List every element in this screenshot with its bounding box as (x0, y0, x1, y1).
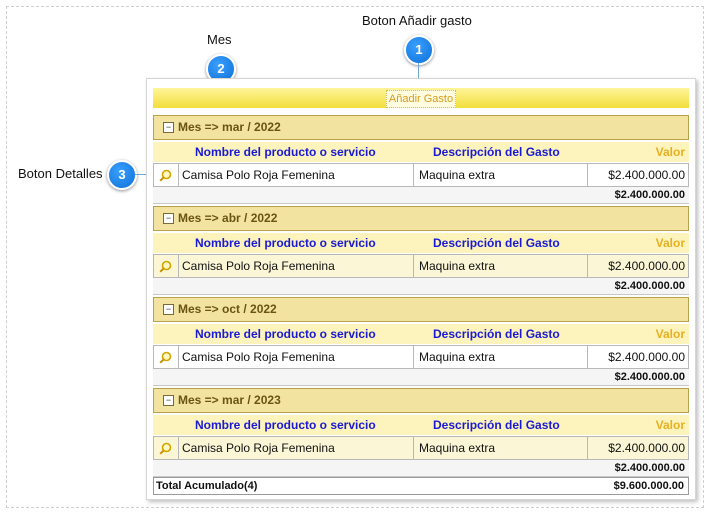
month-title: Mes => oct / 2022 (178, 302, 277, 316)
column-header-value[interactable]: Valor (655, 327, 685, 341)
column-header-name[interactable]: Nombre del producto o servicio (195, 418, 376, 432)
details-cell (154, 255, 179, 277)
minus-collapse-icon[interactable]: − (163, 304, 174, 315)
column-header-description[interactable]: Descripción del Gasto (433, 418, 560, 432)
add-expense-button[interactable]: Añadir Gasto (386, 90, 456, 108)
description-cell: Maquina extra (414, 255, 588, 277)
product-name-cell: Camisa Polo Roja Femenina (178, 255, 414, 277)
value-cell: $2.400.000.00 (608, 441, 685, 455)
details-cell (154, 346, 179, 368)
table-row (153, 345, 689, 369)
callout-details-label: Boton Detalles (18, 166, 103, 181)
callout-2-badge: 2 (206, 54, 236, 84)
callout-add-label: Boton Añadir gasto (362, 13, 472, 28)
column-header-row (153, 415, 689, 435)
column-header-name[interactable]: Nombre del producto o servicio (195, 327, 376, 341)
callout-1-badge: 1 (404, 35, 434, 65)
description-cell: Maquina extra (414, 437, 588, 459)
month-group-header[interactable] (153, 206, 689, 231)
callout-3-badge: 3 (107, 160, 137, 190)
month-title: Mes => mar / 2023 (178, 393, 281, 407)
value-cell: $2.400.000.00 (608, 168, 685, 182)
column-header-value[interactable]: Valor (655, 145, 685, 159)
product-name-cell: Camisa Polo Roja Femenina (178, 346, 414, 368)
month-title: Mes => abr / 2022 (178, 211, 278, 225)
grand-total-label: Total Acumulado(4) (156, 480, 258, 492)
table-row (153, 163, 689, 187)
toolbar (153, 88, 689, 108)
month-group-header[interactable] (153, 115, 689, 140)
column-header-description[interactable]: Descripción del Gasto (433, 236, 560, 250)
table-row (153, 254, 689, 278)
product-name-cell: Camisa Polo Roja Femenina (178, 164, 414, 186)
magnifier-icon[interactable] (159, 260, 172, 273)
magnifier-icon[interactable] (159, 442, 172, 455)
description-cell: Maquina extra (414, 164, 588, 186)
group-subtotal: $2.400.000.00 (153, 187, 689, 204)
grand-total-row (153, 477, 689, 495)
minus-collapse-icon[interactable]: − (163, 395, 174, 406)
column-header-row (153, 142, 689, 162)
column-header-name[interactable]: Nombre del producto o servicio (195, 236, 376, 250)
value-cell: $2.400.000.00 (608, 350, 685, 364)
group-subtotal: $2.400.000.00 (153, 278, 689, 295)
magnifier-icon[interactable] (159, 169, 172, 182)
callout-month-label: Mes (207, 32, 232, 47)
month-group-header[interactable] (153, 297, 689, 322)
table-row (153, 436, 689, 460)
minus-collapse-icon[interactable]: − (163, 122, 174, 133)
details-cell (154, 164, 179, 186)
month-group-header[interactable] (153, 388, 689, 413)
column-header-value[interactable]: Valor (655, 418, 685, 432)
grand-total-value: $9.600.000.00 (613, 480, 684, 492)
column-header-name[interactable]: Nombre del producto o servicio (195, 145, 376, 159)
magnifier-icon[interactable] (159, 351, 172, 364)
details-cell (154, 437, 179, 459)
expenses-panel (146, 78, 696, 500)
column-header-row (153, 233, 689, 253)
description-cell: Maquina extra (414, 346, 588, 368)
value-cell: $2.400.000.00 (608, 259, 685, 273)
month-title: Mes => mar / 2022 (178, 120, 281, 134)
product-name-cell: Camisa Polo Roja Femenina (178, 437, 414, 459)
column-header-value[interactable]: Valor (655, 236, 685, 250)
column-header-description[interactable]: Descripción del Gasto (433, 327, 560, 341)
group-subtotal: $2.400.000.00 (153, 369, 689, 386)
column-header-row (153, 324, 689, 344)
minus-collapse-icon[interactable]: − (163, 213, 174, 224)
group-subtotal: $2.400.000.00 (153, 460, 689, 477)
column-header-description[interactable]: Descripción del Gasto (433, 145, 560, 159)
